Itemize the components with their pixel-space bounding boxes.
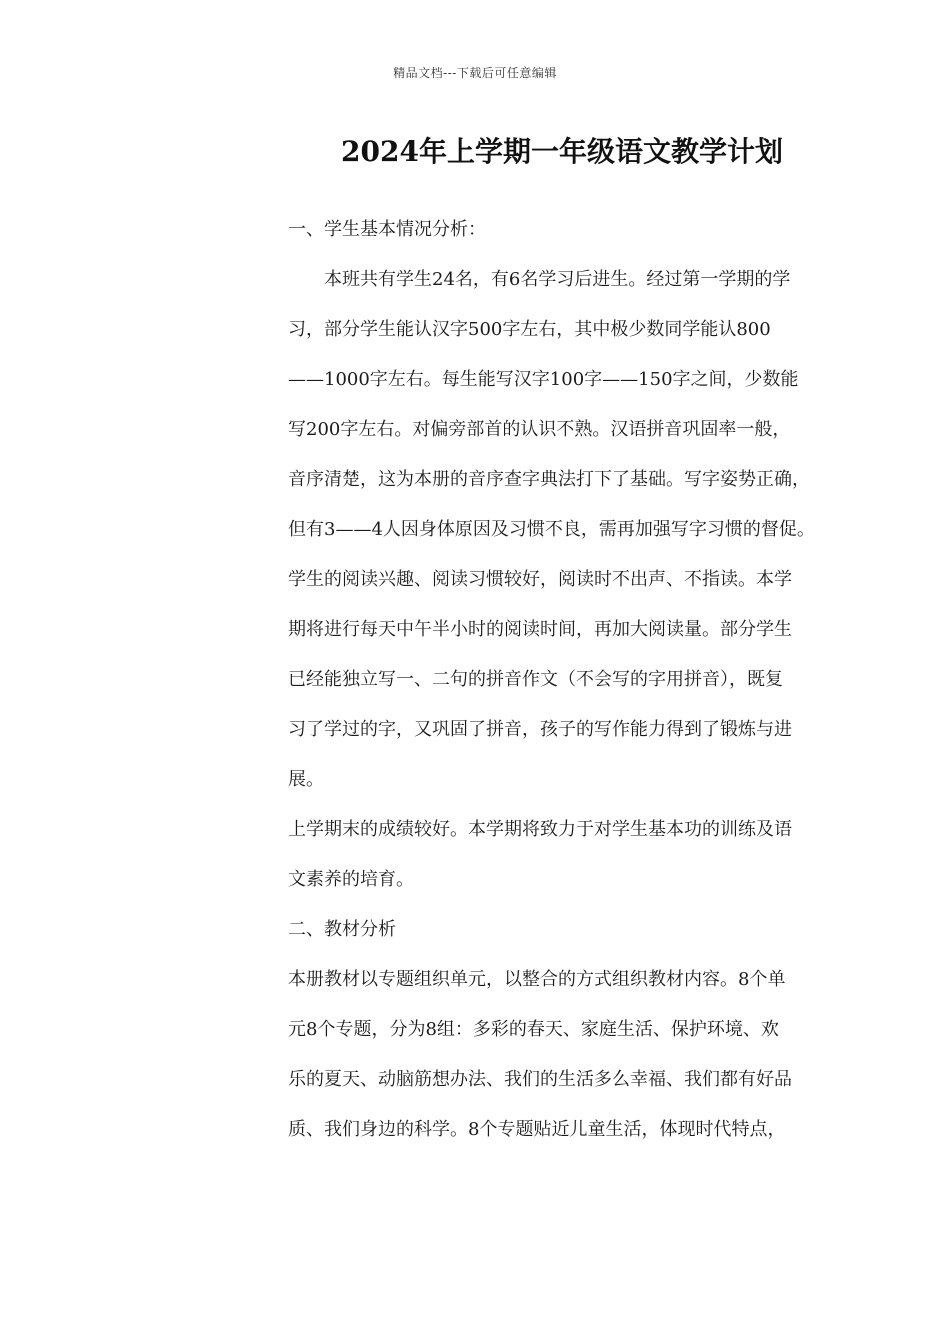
paragraph-line: 已经能独立写一、二句的拼音作文（不会写的字用拼音），既复	[288, 669, 783, 690]
paragraph-line: 学生的阅读兴趣、阅读习惯较好，阅读时不出声、不指读。本学	[288, 569, 792, 590]
paragraph-line: 元8个专题，分为8组：多彩的春天、家庭生活、保护环境、欢	[288, 1019, 779, 1040]
paragraph-line: ——1000字左右。每生能写汉字100字——150字之间，少数能	[288, 369, 799, 390]
paragraph-line: 质、我们身边的科学。8个专题贴近儿童生活，体现时代特点，	[288, 1119, 786, 1140]
paragraph-line: 期将进行每天中午半小时的阅读时间，再加大阅读量。部分学生	[288, 619, 792, 640]
paragraph-line: 音序清楚，这为本册的音序查字典法打下了基础。写字姿势正确，	[288, 469, 810, 490]
paragraph-line: 本班共有学生24名，有6名学习后进生。经过第一学期的学	[324, 269, 791, 290]
paragraph-line: 习了学过的字，又巩固了拼音，孩子的写作能力得到了锻炼与进	[288, 719, 792, 740]
paragraph-line: 本册教材以专题组织单元，以整合的方式组织教材内容。8个单	[288, 969, 786, 990]
paragraph-line: 文素养的培育。	[288, 869, 414, 890]
page-header-watermark: 精品文档---下载后可任意编辑	[393, 66, 557, 80]
section-heading-student-analysis: 一、学生基本情况分析：	[288, 219, 486, 240]
paragraph-line: 上学期末的成绩较好。本学期将致力于对学生基本功的训练及语	[288, 819, 792, 840]
paragraph-line: 但有3——4人因身体原因及习惯不良，需再加强写字习惯的督促。	[288, 519, 815, 540]
document-body	[288, 205, 836, 1155]
paragraph-line: 乐的夏天、动脑筋想办法、我们的生活多么幸福、我们都有好品	[288, 1069, 792, 1090]
document-title: 2024年上学期一年级语文教学计划	[341, 135, 783, 168]
section-heading-textbook-analysis: 二、教材分析	[288, 919, 396, 940]
paragraph-line: 习，部分学生能认汉字500字左右，其中极少数同学能认800	[288, 319, 771, 340]
paragraph-line: 展。	[288, 769, 324, 790]
paragraph-line: 写200字左右。对偏旁部首的认识不熟。汉语拼音巩固率一般，	[288, 419, 791, 440]
